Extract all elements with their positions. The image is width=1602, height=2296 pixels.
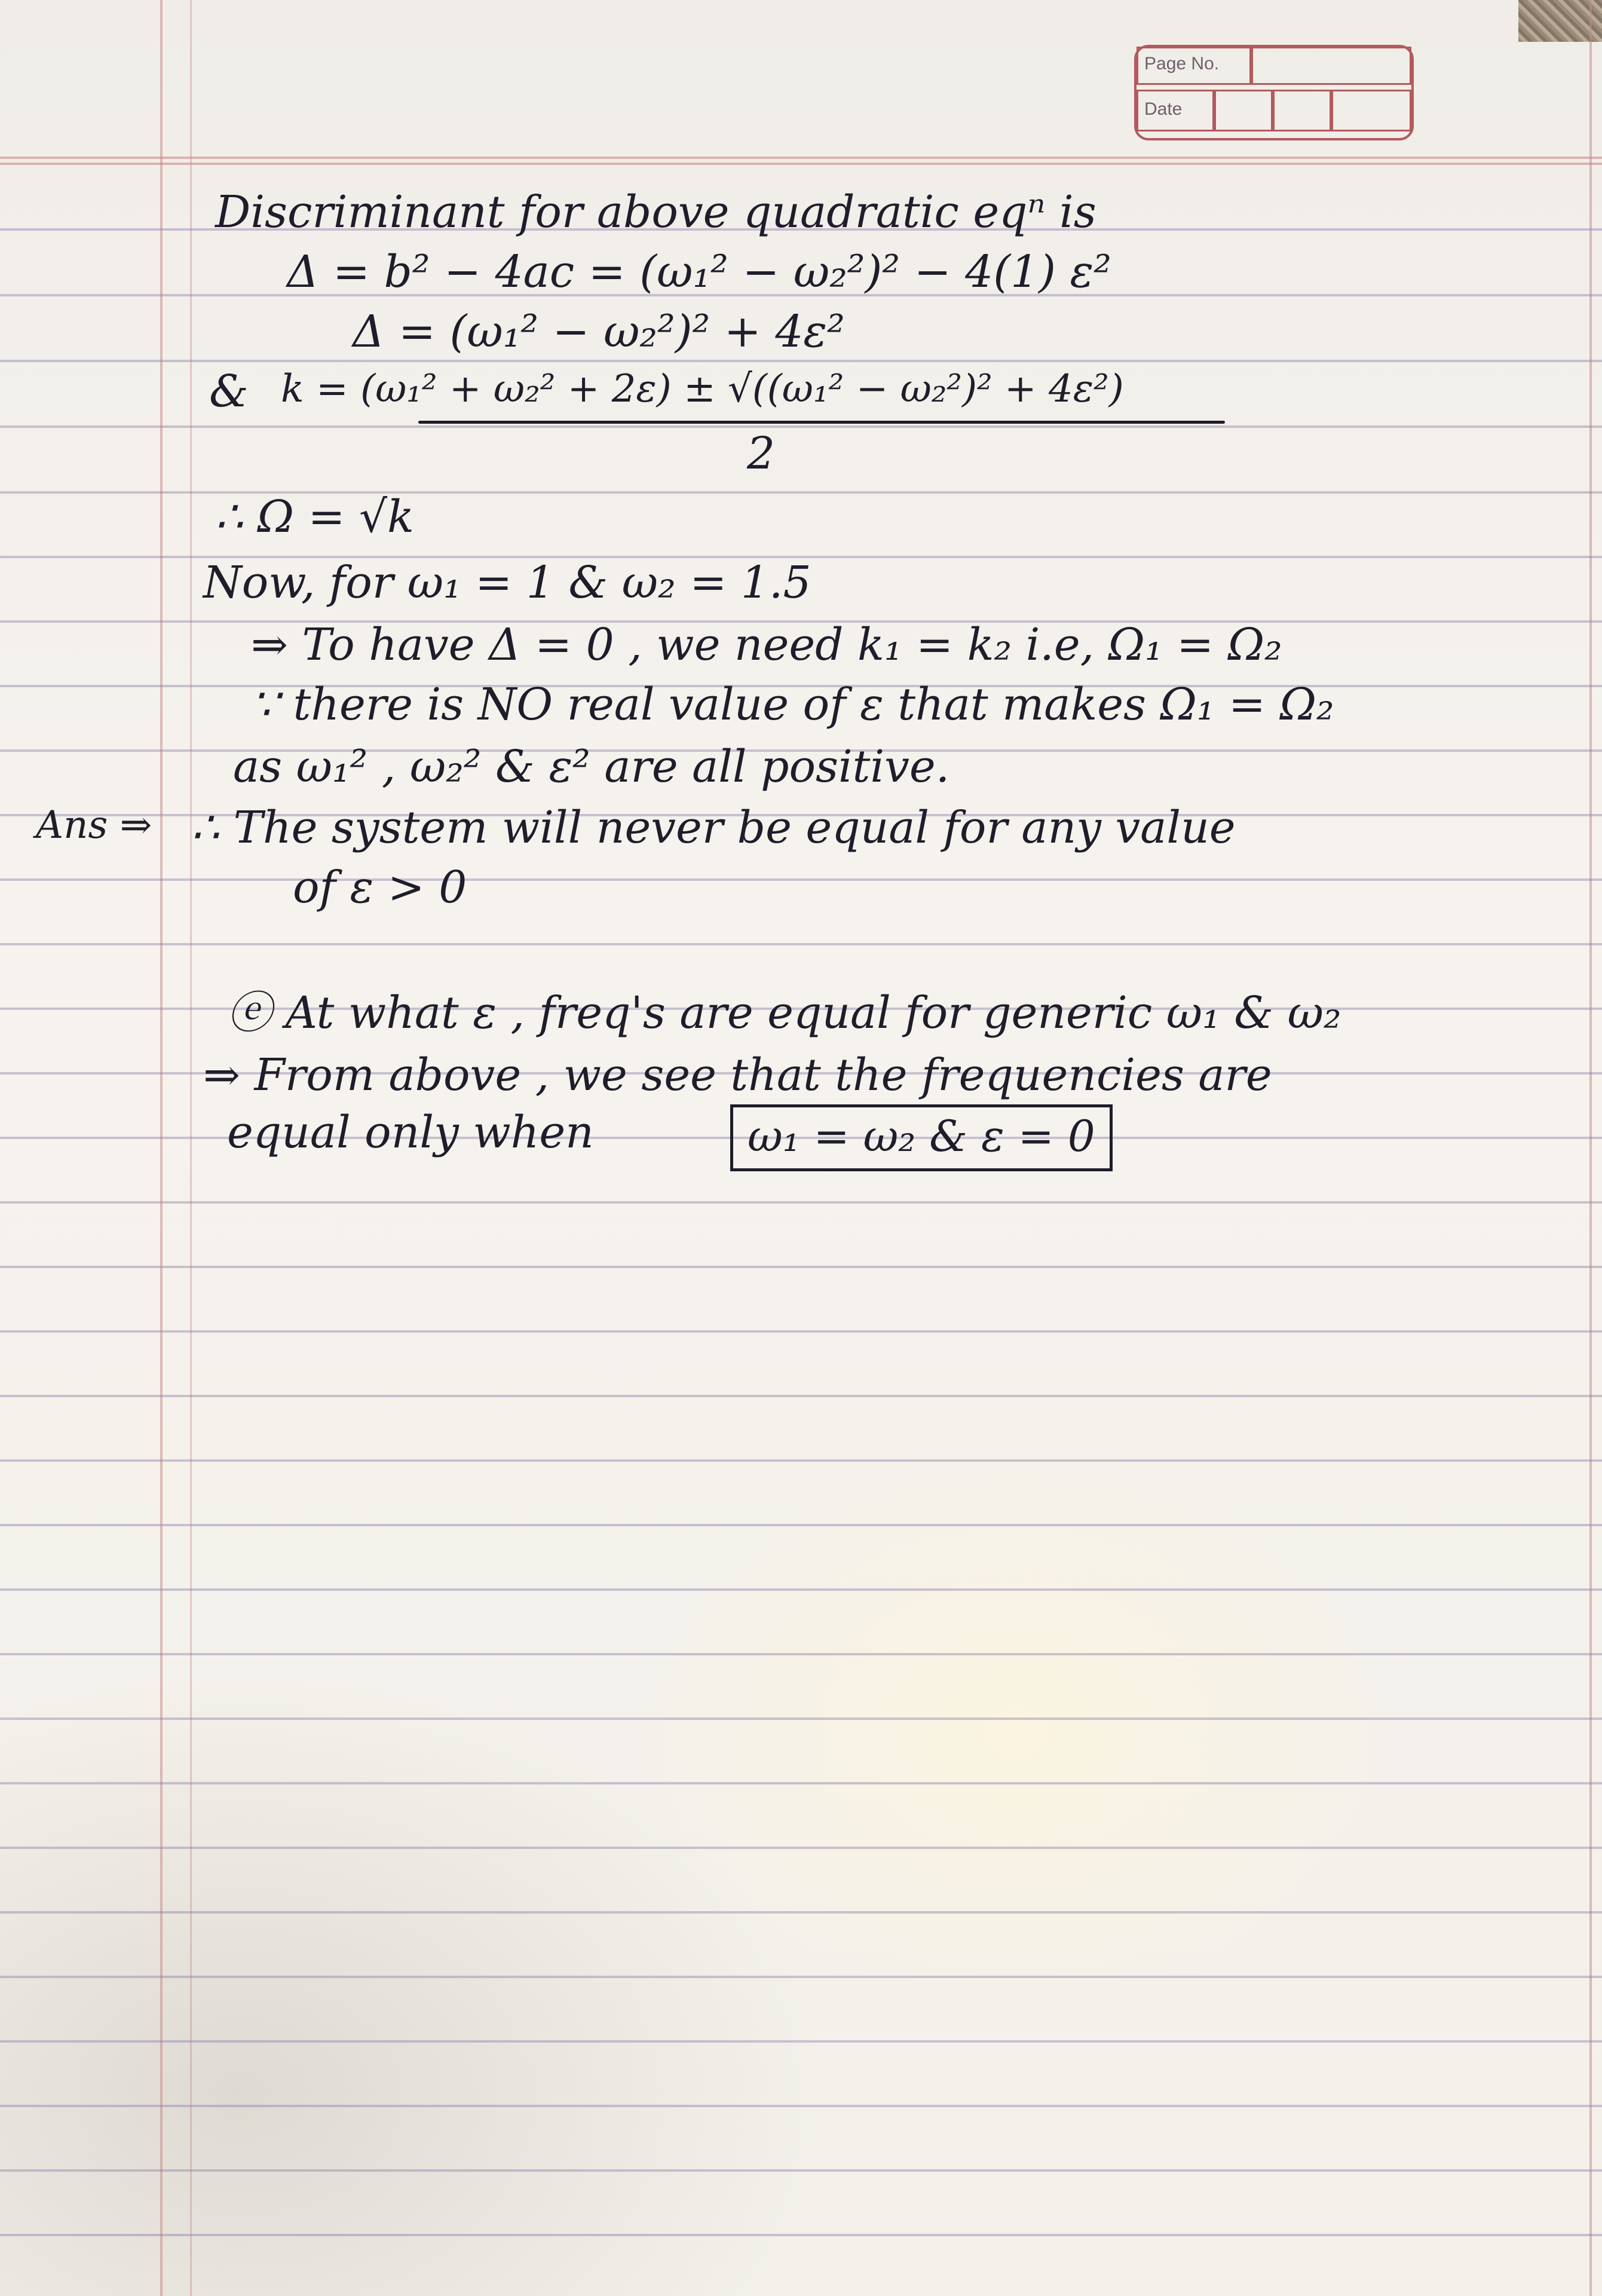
ruled-line xyxy=(0,2234,1602,2236)
ruled-line xyxy=(0,2169,1602,2172)
ruled-line xyxy=(0,1459,1602,1462)
ruled-line xyxy=(0,1847,1602,1849)
k-solution-numerator: k = (ω₁² + ω₂² + 2ε) ± √((ω₁² − ω₂²)² + 4ε²) xyxy=(281,367,1124,411)
ruled-line xyxy=(0,1718,1602,1720)
ruled-line xyxy=(0,1330,1602,1333)
date-field-year xyxy=(1331,90,1411,131)
omega-relation: ∴ Ω = √k xyxy=(215,491,414,543)
equal-only-when: equal only when xyxy=(227,1107,594,1158)
discriminant-formula: Δ = b² − 4ac = (ω₁² − ω₂²)² − 4(1) ε² xyxy=(287,246,1111,298)
left-margin-line xyxy=(160,0,163,2296)
condition-line: ⇒ To have Δ = 0 , we need k₁ = k₂ i.e, Ω₁ = Ω₂ xyxy=(251,619,1282,671)
discriminant-heading: Discriminant for above quadratic eqⁿ is xyxy=(215,186,1096,238)
ruled-line xyxy=(0,2040,1602,2043)
ruled-line xyxy=(0,2105,1602,2107)
header-line xyxy=(0,163,1602,165)
left-margin-line-2 xyxy=(190,0,192,2296)
ruled-line xyxy=(0,1588,1602,1591)
ruled-line xyxy=(0,1524,1602,1526)
answer-continuation: of ε > 0 xyxy=(293,862,467,913)
ruled-line xyxy=(0,943,1602,945)
date-label: Date xyxy=(1137,90,1214,131)
date-field-month xyxy=(1273,90,1331,131)
k-solution-denominator: 2 xyxy=(747,428,776,479)
ruled-line xyxy=(0,1782,1602,1784)
ruled-line xyxy=(0,1653,1602,1655)
ruled-line xyxy=(0,1395,1602,1397)
k-ampersand: & xyxy=(209,366,249,417)
ruled-line xyxy=(0,1976,1602,1978)
right-margin-line xyxy=(1589,0,1592,2296)
ruled-line xyxy=(0,1266,1602,1268)
ruled-line xyxy=(0,425,1602,428)
fraction-bar xyxy=(418,421,1225,424)
discriminant-simplified: Δ = (ω₁² − ω₂²)² + 4ε² xyxy=(353,306,845,357)
ruled-line xyxy=(0,1201,1602,1204)
question-e-line: ⓔ At what ε , freq's are equal for generic ω₁ & ω₂ xyxy=(227,987,1341,1039)
ruled-line xyxy=(0,878,1602,881)
date-field-day xyxy=(1214,90,1273,131)
reason-line: ∵ there is NO real value of ε that makes Ω₁ = Ω₂ xyxy=(251,679,1334,730)
from-above-line: ⇒ From above , we see that the frequencies are xyxy=(203,1049,1272,1101)
ruled-line xyxy=(0,1911,1602,1914)
given-values: Now, for ω₁ = 1 & ω₂ = 1.5 xyxy=(203,557,811,608)
header-line xyxy=(0,157,1602,159)
page-no-label: Page No. xyxy=(1137,47,1251,85)
answer-label: Ans ⇒ xyxy=(36,803,152,847)
page-no-field xyxy=(1251,47,1411,85)
positive-line: as ω₁² , ω₂² & ε² are all positive. xyxy=(233,741,950,792)
boxed-final-answer: ω₁ = ω₂ & ε = 0 xyxy=(730,1104,1113,1171)
answer-line: ∴ The system will never be equal for any value xyxy=(191,802,1236,853)
